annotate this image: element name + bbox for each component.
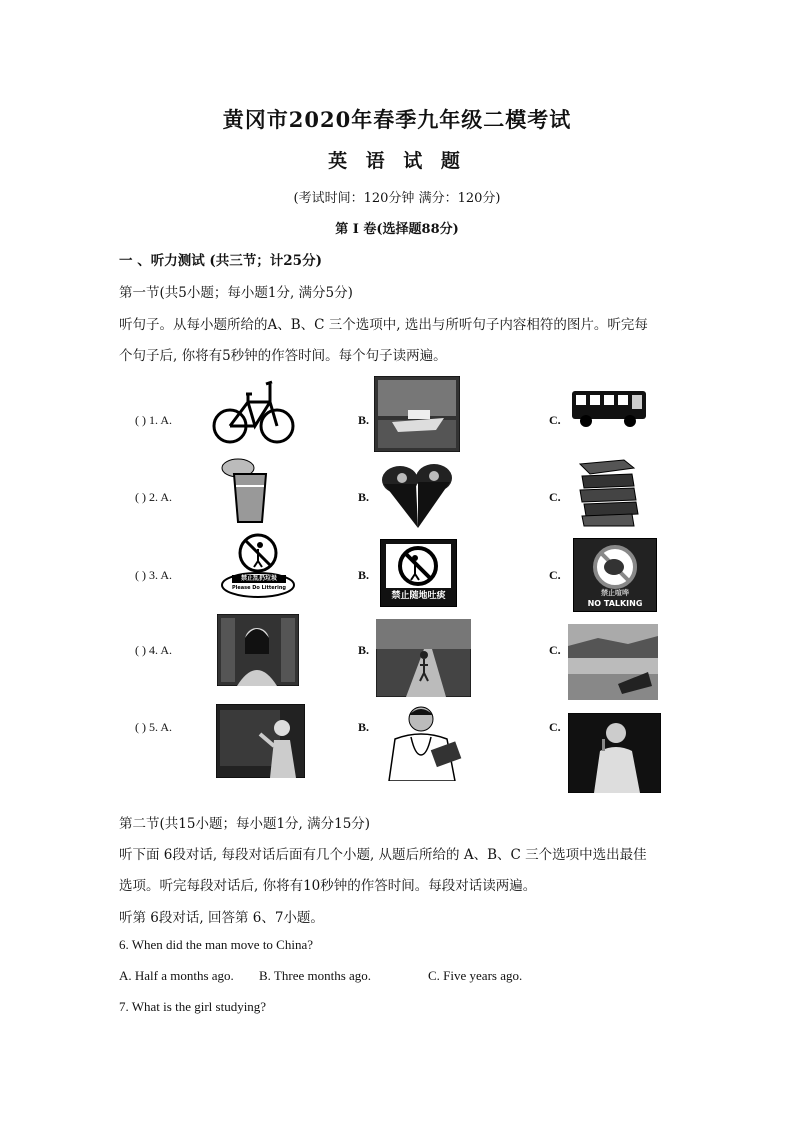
no-talking-en-text: NO TALKING [587,599,643,608]
option-c-label: C. [549,720,561,734]
section2-title: 第二节(共15小题；每小题1分, 满分15分) [119,816,371,832]
stacked-books-picture [576,458,640,528]
no-spit-cn-text: 禁止随地吐痰 [391,591,446,601]
no-litter-cn-text: 禁止乱扔垃圾 [240,575,277,582]
question-6: 6. When did the man move to China? [119,937,313,952]
option-c-label: C. [549,568,561,582]
section2-instruction-3: 听第 6段对话, 回答第 6、7小题。 [119,910,324,926]
option-b-label: B. [358,490,370,504]
question-7: 7. What is the girl studying? [119,999,267,1014]
question-4-label: ( ) 4. A. [135,643,172,657]
option-c-label: C. [549,413,561,427]
doctor-picture [381,703,465,781]
no-talking-sign-picture [573,538,657,612]
section1-title: 第一节(共5小题；每小题1分, 满分5分) [119,285,353,301]
option-b-label: B. [358,720,370,734]
exam-title: 黄冈市2020年春季九年级二模考试 [222,107,572,132]
no-litter-en-text: Please Do Littering [232,585,286,591]
question-6-option-b: B. Three months ago. [259,968,372,983]
exam-subtitle: 英 语 试 题 [328,150,466,172]
beach-relaxing-picture [568,624,658,700]
question-1-label: ( ) 1. A. [135,413,172,427]
question-6-option-a: A. Half a months ago. [119,968,234,983]
section1-instruction-1: 听句子。从每小题所给的A、B、C 三个选项中, 选出与所听句子内容相符的图片。听完每 [119,317,648,333]
no-spitting-sign-picture [380,539,457,607]
girl-reading-picture [217,614,299,686]
option-b-label: B. [358,568,370,582]
option-b-label: B. [358,643,370,657]
section2-instruction-1: 听下面 6段对话, 每段对话后面有几个小题, 从题后所给的 A、B、C 三个选项中选出最佳 [119,847,647,863]
exam-info: (考试时间：120分钟 满分：120分) [293,191,501,206]
option-c-label: C. [549,490,561,504]
no-talking-cn-text: 禁止喧哗 [601,589,629,597]
option-c-label: C. [549,643,561,657]
drink-glass-picture [216,456,282,524]
ship-picture [374,376,460,452]
bicycle-picture [210,374,296,446]
section2-instruction-2: 选项。听完每段对话后, 你将有10秒钟的作答时间。每段对话读两遍。 [119,878,537,894]
no-littering-sign-picture [220,533,298,601]
section1-instruction-2: 个句子后, 你将有5秒钟的作答时间。每个句子读两遍。 [119,348,447,364]
option-b-label: B. [358,413,370,427]
bus-picture [570,387,648,429]
part-heading: 第 I 卷(选择题88分) [335,222,459,237]
runner-picture [376,619,471,697]
singer-picture [568,713,661,793]
teacher-blackboard-picture [216,704,305,778]
question-6-option-c: C. Five years ago. [428,968,523,983]
ice-cream-cones-picture [378,462,454,534]
listening-heading: 一 、听力测试 (共三节；计25分) [119,253,322,269]
question-2-label: ( ) 2. A. [135,490,172,504]
question-3-label: ( ) 3. A. [135,568,172,582]
question-5-label: ( ) 5. A. [135,720,172,734]
